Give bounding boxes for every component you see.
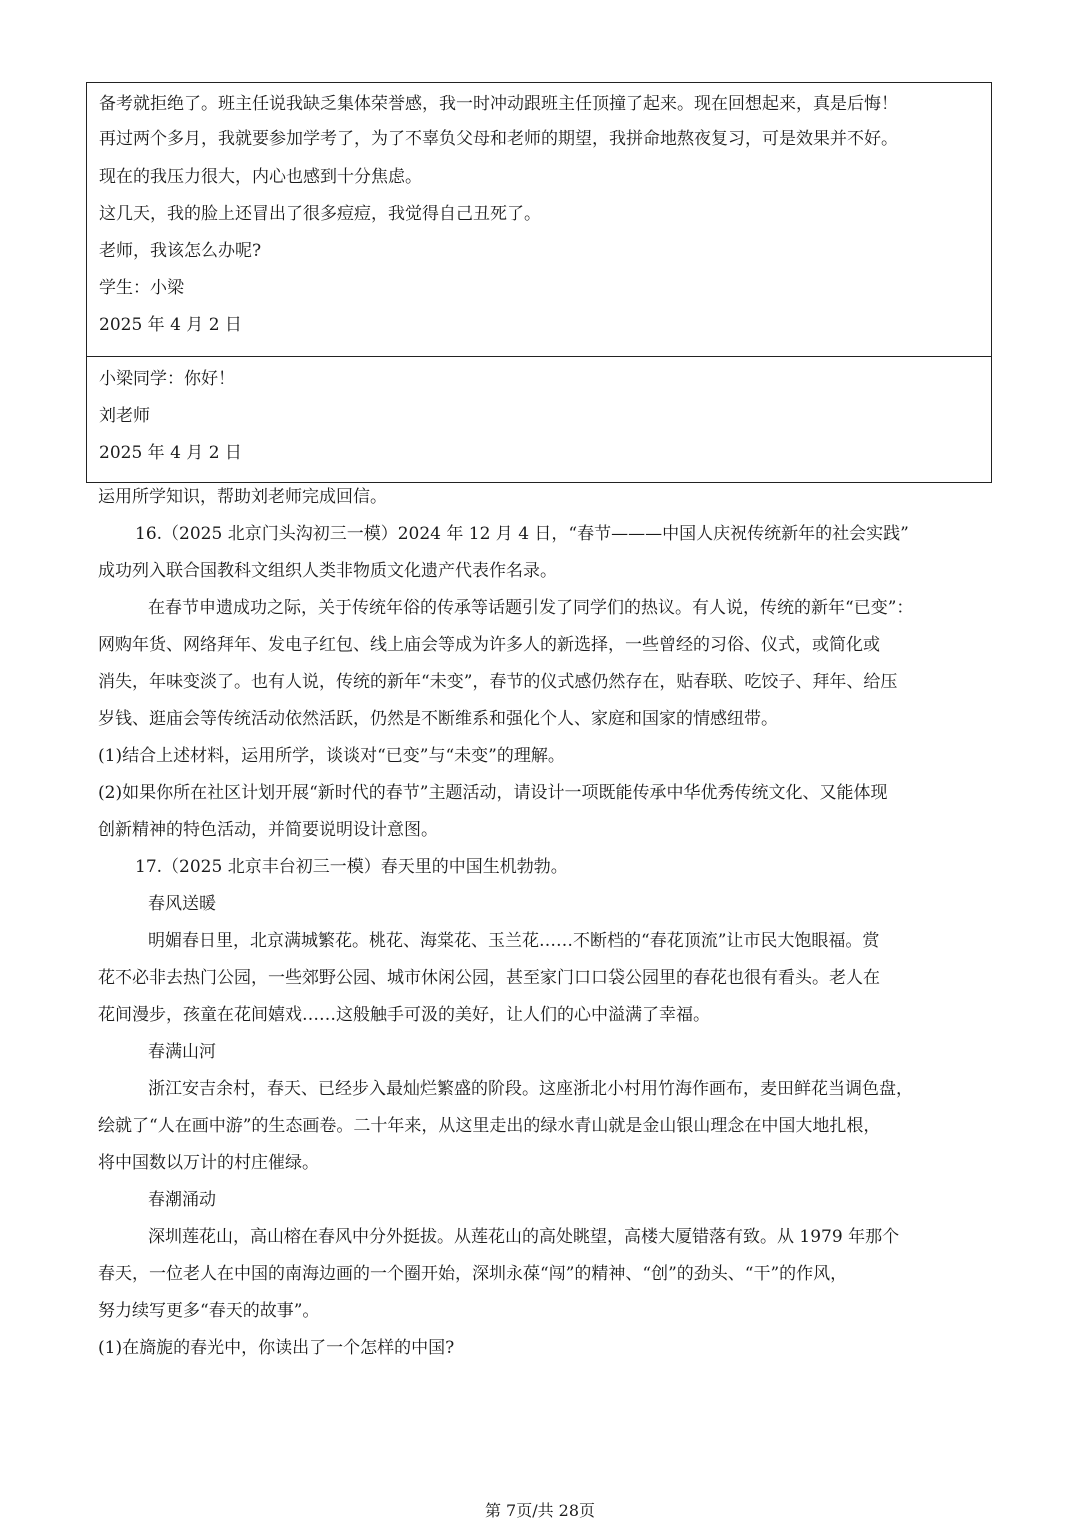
- q16-paragraph: 岁钱、逛庙会等传统活动依然活跃，仍然是不断维系和强化个人、家庭和国家的情感纽带。: [98, 709, 778, 729]
- reply-date: 2025 年 4 月 2 日: [99, 443, 242, 463]
- q16-sub2: (2)如果你所在社区计划开展“新时代的春节”主题活动，请设计一项既能传承中华优秀传统文化、又能体现: [98, 783, 888, 803]
- q16-paragraph: 在春节申遗成功之际，关于传统年俗的传承等话题引发了同学们的热议。有人说，传统的新年“已变”：: [148, 598, 914, 618]
- q17-sec3-text: 深圳莲花山，高山榕在春风中分外挺拔。从莲花山的高处眺望，高楼大厦错落有致。从 1979 年那个: [148, 1227, 900, 1247]
- q15-instruction: 运用所学知识，帮助刘老师完成回信。: [98, 487, 387, 507]
- q17-sec1-text: 花不必非去热门公园，一些郊野公园、城市休闲公园，甚至家门口口袋公园里的春花也很有看头。老人在: [98, 968, 880, 988]
- q17-sec1-text: 花间漫步，孩童在花间嬉戏……这般触手可汲的美好，让人们的心中溢满了幸福。: [98, 1005, 710, 1025]
- letter-date: 2025 年 4 月 2 日: [99, 315, 242, 335]
- letter-box: [86, 82, 992, 483]
- q16-title-cont: 成功列入联合国教科文组织人类非物质文化遗产代表作名录。: [98, 561, 557, 581]
- q17-sec2-text: 浙江安吉余村，春天、已经步入最灿烂繁盛的阶段。这座浙北小村用竹海作画布，麦田鲜花当调色盘，: [148, 1079, 913, 1099]
- q17-sec3-text: 努力续写更多“春天的故事”。: [98, 1301, 320, 1321]
- q17-sec2-text: 绘就了“人在画中游”的生态画卷。二十年来，从这里走出的绿水青山就是金山银山理念在中国大地扎根，: [98, 1116, 881, 1136]
- page-footer: 第 7页/共 28页: [484, 1501, 596, 1520]
- q16-paragraph: 网购年货、网络拜年、发电子红包、线上庙会等成为许多人的新选择，一些曾经的习俗、仪式，或简化或: [98, 635, 880, 655]
- q16-title: 16.（2025 北京门头沟初三一模）2024 年 12 月 4 日，“春节———中国人庆祝传统新年的社会实践”: [135, 524, 909, 544]
- q17-sec2-heading: 春满山河: [148, 1042, 216, 1062]
- letter-line: 老师，我该怎么办呢?: [99, 241, 262, 261]
- q17-sec3-heading: 春潮涌动: [148, 1190, 216, 1210]
- q16-sub2-cont: 创新精神的特色活动，并简要说明设计意图。: [98, 820, 438, 840]
- letter-line: 现在的我压力很大，内心也感到十分焦虑。: [99, 167, 422, 187]
- letter-line: 这几天，我的脸上还冒出了很多痘痘，我觉得自己丑死了。: [99, 204, 541, 224]
- q17-sub1: (1)在旖旎的春光中，你读出了一个怎样的中国?: [98, 1338, 455, 1358]
- q17-sec3-text: 春天，一位老人在中国的南海边画的一个圈开始，深圳永葆“闯”的精神、“创”的劲头、“干”的作风，: [98, 1264, 848, 1284]
- q17-sec1-text: 明媚春日里，北京满城繁花。桃花、海棠花、玉兰花……不断档的“春花顶流”让市民大饱眼福。赏: [148, 931, 880, 951]
- letter-line: 备考就拒绝了。班主任说我缺乏集体荣誉感，我一时冲动跟班主任顶撞了起来。现在回想起来，真是后悔！: [99, 94, 898, 114]
- reply-signature: 刘老师: [99, 406, 150, 426]
- q17-sec1-heading: 春风送暖: [148, 894, 216, 914]
- q17-title: 17.（2025 北京丰台初三一模）春天里的中国生机勃勃。: [135, 857, 568, 877]
- letter-line: 再过两个多月，我就要参加学考了，为了不辜负父母和老师的期望，我拼命地熬夜复习，可是效果并不好。: [99, 129, 898, 149]
- q16-paragraph: 消失，年味变淡了。也有人说，传统的新年“未变”，春节的仪式感仍然存在，贴春联、吃饺子、拜年、给压: [98, 672, 898, 692]
- q17-sec2-text: 将中国数以万计的村庄催绿。: [98, 1153, 319, 1173]
- letter-divider: [87, 356, 991, 357]
- reply-greeting: 小梁同学：你好！: [99, 369, 235, 389]
- letter-signature: 学生：小梁: [99, 278, 184, 298]
- q16-sub1: (1)结合上述材料，运用所学，谈谈对“已变”与“未变”的理解。: [98, 746, 565, 766]
